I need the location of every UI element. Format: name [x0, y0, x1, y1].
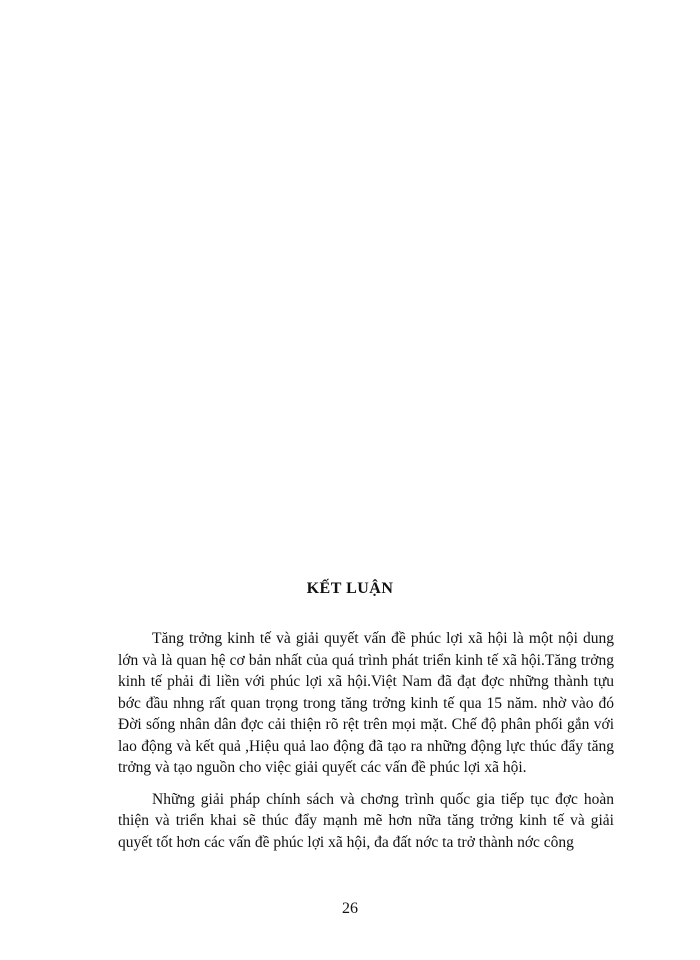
- paragraph-2: Những giải pháp chính sách và chơng trình quốc gia tiếp tục đợc hoàn thiện và triển khai sẽ thúc đẩy mạnh mẽ hơn nữa tăng trởng kinh tế và giải quyết tốt hơn các vấn đề phúc lợi xã hội, đa đất nớc ta trở thành nớc công: [118, 790, 614, 851]
- section-heading: KẾT LUẬN: [306, 580, 394, 597]
- paragraph-1: Tăng trởng kinh tế và giải quyết vấn đề phúc lợi xã hội là một nội dung lớn và là quan hệ cơ bản nhất của quá trình phát triển kinh tế xã hội.Tăng trởng kinh tế phải đi liền với phúc lợi xã hội.Việt Nam đã đạt đợc những thành tựu bớc đầu nhng rất quan trọng trong tăng trởng kinh tế qua 15 năm. nhờ vào đó Đời sống nhân dân đợc cải thiện rõ rệt trên mọi mặt. Chế độ phân phối gắn với lao động và kết quả ,Hiệu quả lao động đã tạo ra những động lực thúc đẩy tăng trởng và tạo nguồn cho việc giải quyết các vấn đề phúc lợi xã hội.: [118, 630, 614, 776]
- body-text: [118, 628, 614, 863]
- page-number: 26: [342, 900, 358, 917]
